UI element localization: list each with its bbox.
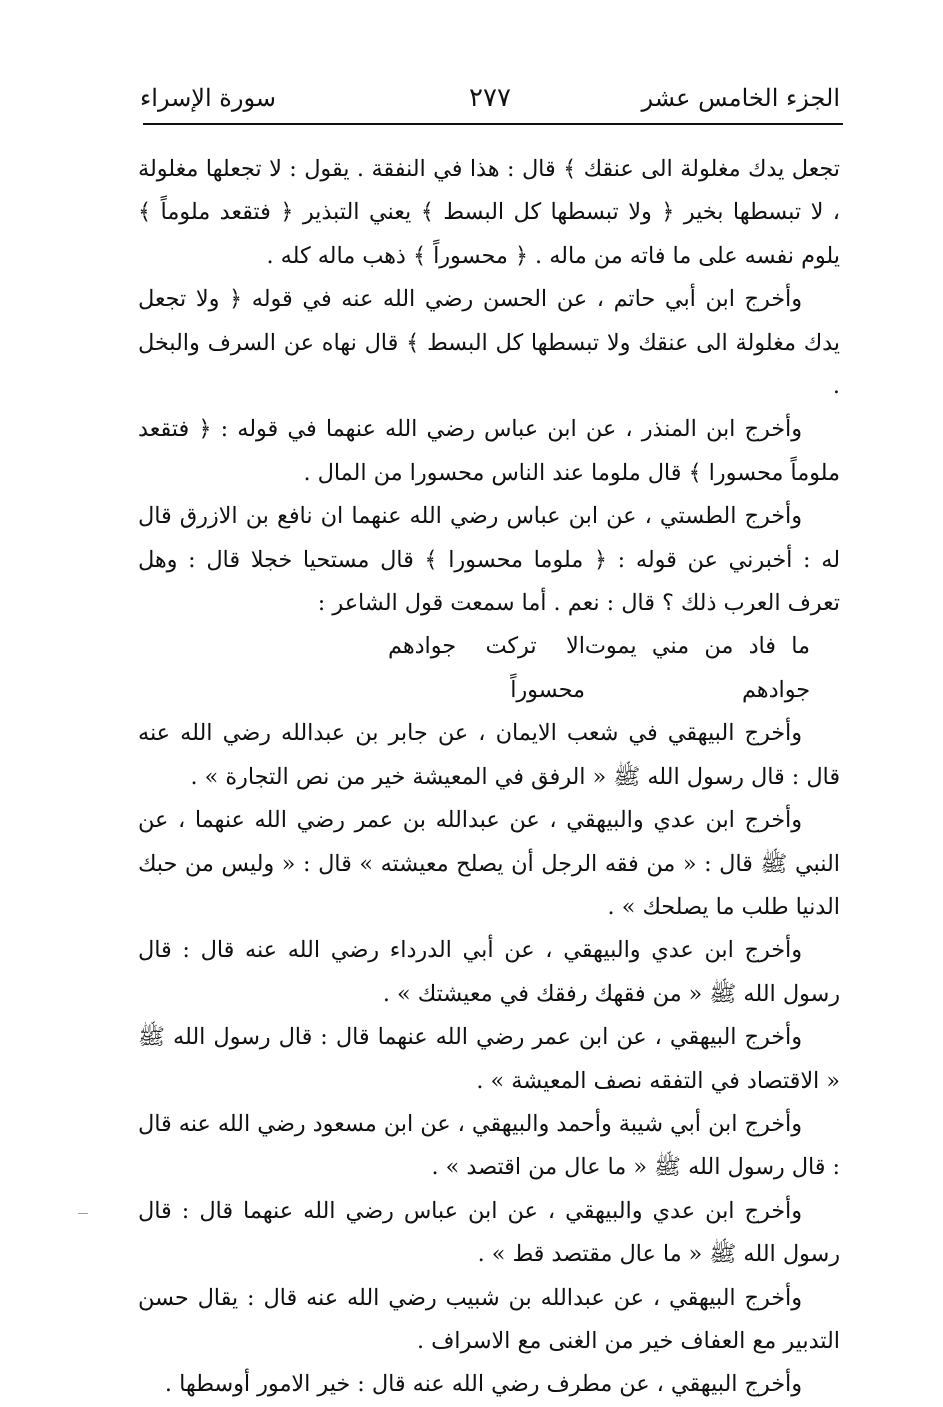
paragraph: وأخرج الطستي ، عن ابن عباس رضي الله عنهما ان نافع بن الازرق قال له : أخبرني عن قوله : ﴿ ملوما محسورا ﴾ قال مستحيا خجلا قال : وهل تعرف العرب ذلك ؟ قال : نعم . أما سمعت قول الشاعر : <box>138 503 841 617</box>
paragraph: وأخرج ابن المنذر ، عن ابن عباس رضي الله عنهما في قوله : ﴿ فتقعد ملوماً محسورا ﴾ قال ملوما عند الناس محسورا من المال . <box>138 416 840 486</box>
poetry-verse <box>138 625 840 712</box>
paragraph: وأخرج البيهقي ، عن ابن عمر رضي الله عنهما قال : قال رسول الله ﷺ « الاقتصاد في التفقه نصف المعيشة » . <box>138 1024 840 1094</box>
paragraph: وأخرج ابن عدي والبيهقي ، عن أبي الدرداء رضي الله عنه قال : قال رسول الله ﷺ « من فقهك رفقك في معيشتك » . <box>138 937 840 1007</box>
part-title: الجزء الخامس عشر <box>641 84 840 112</box>
margin-mark <box>78 1213 88 1214</box>
surah-title: سورة الإسراء <box>140 84 276 112</box>
paragraph: وأخرج ابن عدي والبيهقي ، عن ابن عباس رضي الله عنهما قال : قال رسول الله ﷺ « ما عال مقتصد قط » . <box>138 1197 840 1268</box>
paragraph: وأخرج ابن أبي شيبة وأحمد والبيهقي ، عن ابن مسعود رضي الله عنه قال : قال رسول الله ﷺ « ما عال من اقتصد » . <box>138 1110 840 1181</box>
paragraph: وأخرج ابن عدي والبيهقي ، عن عبدالله بن عمر رضي الله عنهما ، عن النبي ﷺ قال : « من فقه الرجل أن يصلح معيشته » قال : « وليس من حبك الدنيا طلب ما يصلحك » . <box>138 807 840 920</box>
header-rule <box>143 123 843 125</box>
verse-first-hemistich: ما فاد من مني يموت جوادهم <box>584 633 810 703</box>
page-header <box>140 80 840 116</box>
paragraph: تجعل يدك مغلولة الى عنقك ﴾ قال : هذا في النفقة . يقول : لا تجعلها مغلولة ، لا تبسطها بخير ﴿ ولا تبسطها كل البسط ﴾ يعني التبذير ﴿ فتقعد ملوماً ﴾ يلوم نفسه على ما فاته من ماله . ﴿ محسوراً ﴾ ذهب ماله كله . <box>138 156 840 269</box>
page-body <box>138 148 840 1407</box>
paragraph: وأخرج البيهقي ، عن مطرف رضي الله عنه قال : خير الامور أوسطها . <box>164 1371 802 1398</box>
page-number: ٢٧٧ <box>469 83 511 113</box>
paragraph: وأخرج ابن أبي حاتم ، عن الحسن رضي الله عنه في قوله ﴿ ولا تجعل يدك مغلولة الى عنقك ولا تبسطها كل البسط ﴾ قال نهاه عن السرف والبخل . <box>138 286 840 400</box>
paragraph: وأخرج البيهقي ، عن عبدالله بن شبيب رضي الله عنه قال : يقال حسن التدبير مع العفاف خير من الغنى مع الاسراف . <box>138 1284 840 1354</box>
verse-second-hemistich: الا تركت جوادهم محسوراً <box>388 633 585 703</box>
paragraph: وأخرج البيهقي في شعب الايمان ، عن جابر بن عبدالله رضي الله عنه قال : قال رسول الله ﷺ « الرفق في المعيشة خير من نص التجارة » . <box>138 720 840 790</box>
